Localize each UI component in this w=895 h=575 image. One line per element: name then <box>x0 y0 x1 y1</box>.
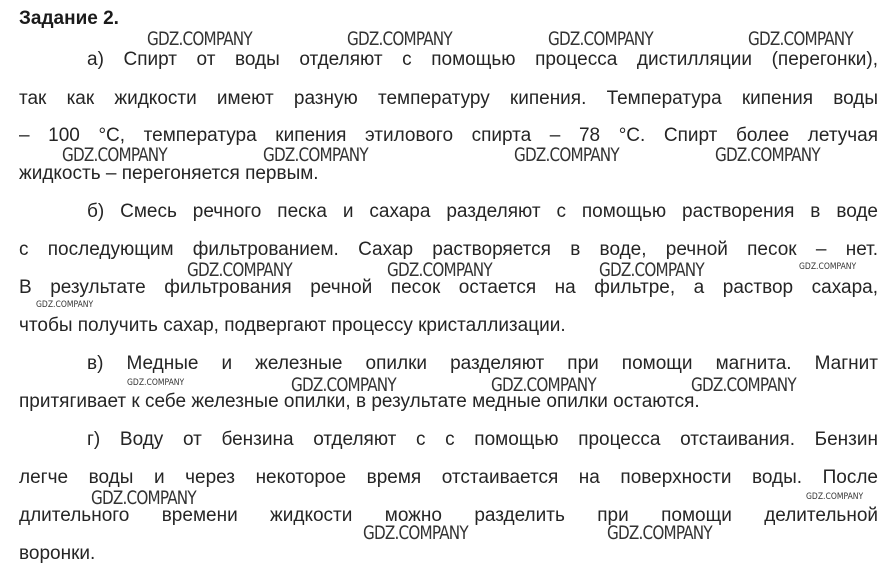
paragraph-b-line-2: с последующим фильтрованием. Сахар растворяется в воде, речной песок – нет. <box>19 239 878 260</box>
paragraph-d-line-1: г) Воду от бензина отделяют с с помощью процесса отстаивания. Бензин <box>87 429 878 450</box>
watermark: GDZ.COMPANY <box>36 300 94 310</box>
watermark: GDZ.COMPANY <box>491 374 596 396</box>
watermark: GDZ.COMPANY <box>91 487 196 509</box>
watermark: GDZ.COMPANY <box>799 262 857 272</box>
task-heading: Задание 2. <box>19 8 119 29</box>
watermark: GDZ.COMPANY <box>347 28 452 50</box>
paragraph-b-line-1: б) Смесь речного песка и сахара разделяют с помощью растворения в воде <box>87 201 878 222</box>
watermark: GDZ.COMPANY <box>291 374 396 396</box>
paragraph-b-line-4: чтобы получить сахар, подвергают процессу кристаллизации. <box>19 315 566 336</box>
watermark: GDZ.COMPANY <box>806 492 864 502</box>
paragraph-d-line-4: воронки. <box>19 543 96 564</box>
watermark: GDZ.COMPANY <box>62 144 167 166</box>
watermark: GDZ.COMPANY <box>599 259 704 281</box>
watermark: GDZ.COMPANY <box>607 522 712 544</box>
paragraph-b-line-3: В результате фильтрования речной песок остается на фильтре, а раствор сахара, <box>19 277 878 298</box>
paragraph-a-line-4: жидкость – перегоняется первым. <box>19 163 319 184</box>
paragraph-c-line-2: притягивает к себе железные опилки, в результате медные опилки остаются. <box>19 391 700 412</box>
paragraph-d-line-3: длительного времени жидкости можно разделить при помощи делительной <box>19 505 878 526</box>
watermark: GDZ.COMPANY <box>748 28 853 50</box>
watermark: GDZ.COMPANY <box>691 374 796 396</box>
paragraph-a-line-3: – 100 °С, температура кипения этилового спирта – 78 °С. Спирт более летучая <box>19 125 878 146</box>
watermark: GDZ.COMPANY <box>548 28 653 50</box>
watermark: GDZ.COMPANY <box>514 144 619 166</box>
paragraph-a-line-1: а) Спирт от воды отделяют с помощью процесса дистилляции (перегонки), <box>87 49 878 70</box>
paragraph-a-line-2: так как жидкости имеют разную температуру кипения. Температура кипения воды <box>19 88 878 109</box>
watermark: GDZ.COMPANY <box>387 259 492 281</box>
watermark: GDZ.COMPANY <box>263 144 368 166</box>
watermark: GDZ.COMPANY <box>187 259 292 281</box>
watermark: GDZ.COMPANY <box>363 522 468 544</box>
watermark: GDZ.COMPANY <box>715 144 820 166</box>
paragraph-d-line-2: легче воды и через некоторое время отстаивается на поверхности воды. После <box>19 467 878 488</box>
watermark: GDZ.COMPANY <box>127 378 185 388</box>
watermark: GDZ.COMPANY <box>147 28 252 50</box>
paragraph-c-line-1: в) Медные и железные опилки разделяют при помощи магнита. Магнит <box>87 353 878 374</box>
